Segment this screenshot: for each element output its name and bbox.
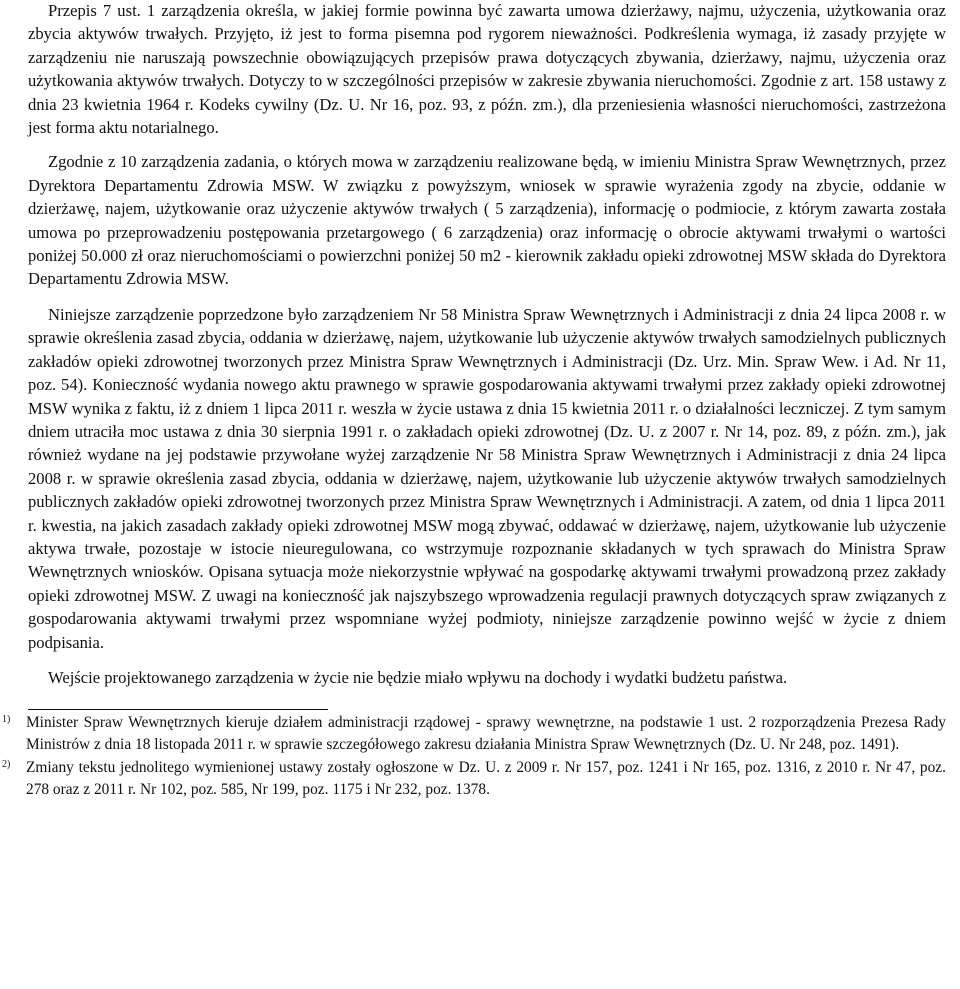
paragraph-2: Zgodnie z 10 zarządzenia zadania, o których mowa w zarządzeniu realizowane będą, w imieniu Ministra Spraw Wewnętrznych, przez Dyrektora Departamentu Zdrowia MSW. W związku z powyższym, wniosek w sprawie wyrażenia zgody na zbycie, oddanie w dzierżawę, najem, użytkowanie oraz użyczenie aktywów trwałych ( 5 zarządzenia), informację o podmiocie, z którym zawarta została umowa po przeprowadzeniu postępowania przetargowego ( 6 zarządzenia) oraz informację o obrocie aktywami trwałymi o wartości poniżej 50.000 zł oraz nieruchomościami o powierzchni poniżej 50 m2 - kierownik zakładu opieki zdrowotnej MSW składa do Dyrektora Departamentu Zdrowia MSW. <box>28 152 946 289</box>
footnote-text: Minister Spraw Wewnętrznych kieruje działem administracji rządowej - sprawy wewnętrzne, na podstawie 1 ust. 2 rozporządzenia Prezesa Rady Ministrów z dnia 18 listopada 2011 r. w sprawie szczegółowego zakresu działania Ministra Spraw Wewnętrznych (Dz. U. Nr 248, poz. 1491). <box>26 714 946 754</box>
footnote-separator <box>28 709 328 710</box>
paragraph-3: Niniejsze zarządzenie poprzedzone było zarządzeniem Nr 58 Ministra Spraw Wewnętrznych i Administracji z dnia 24 lipca 2008 r. w sprawie określenia zasad zbycia, oddania w dzierżawę, najem, użytkowanie lub użyczenie aktywów trwałych samodzielnych publicznych zakładów opieki zdrowotnej tworzonych przez Ministra Spraw Wewnętrznych i Administracji (Dz. Urz. Min. Spraw Wew. i Ad. Nr 11, poz. 54). Konieczność wydania nowego aktu prawnego w sprawie gospodarowania aktywami trwałymi przez zakłady opieki zdrowotnej MSW wynika z faktu, iż z dniem 1 lipca 2011 r. weszła w życie ustawa z dnia 15 kwietnia 2011 r. o działalności leczniczej. Z tym samym dniem utraciła moc ustawa z dnia 30 sierpnia 1991 r. o zakładach opieki zdrowotnej (Dz. U. z 2007 r. Nr 14, poz. 89, z późn. zm.), jak również wydane na jej podstawie przywołane wyżej zarządzenie Nr 58 Ministra Spraw Wewnętrznych i Administracji z dnia 24 lipca 2008 r. w sprawie określenia zasad zbycia, oddania w dzierżawę, najem, użytkowanie lub użyczenie aktywów trwałych samodzielnych publicznych zakładów opieki zdrowotnej tworzonych przez Ministra Spraw Wewnętrznych i Administracji. A zatem, od dnia 1 lipca 2011 r. kwestia, na jakich zasadach zakłady opieki zdrowotnej MSW mogą zbywać, oddawać w dzierżawę, najem, użytkowanie lub użyczenie aktywa trwałe, pozostaje w istocie nieuregulowana, co wstrzymuje rozpoznanie składanych w tych sprawach do Ministra Spraw Wewnętrznych wniosków. Opisana sytuacja może niekorzystnie wpływać na gospodarkę aktywami trwałymi prowadzoną przez zakłady opieki zdrowotnej MSW. Z uwagi na konieczność jak najszybszego wprowadzenia regulacji prawnych dotyczących spraw związanych z gospodarowania aktywami trwałymi przez wspomniane wyżej podmioty, niniejsze zarządzenie powinno wejść w życie z dniem podpisania. <box>28 304 946 652</box>
footnote-text: Zmiany tekstu jednolitego wymienionej ustawy zostały ogłoszone w Dz. U. z 2009 r. Nr 157, poz. 1241 i Nr 165, poz. 1316, z 2010 r. Nr 47, poz. 278 oraz z 2011 r. Nr 102, poz. 585, Nr 199, poz. 1175 i Nr 232, poz. 1378. <box>26 759 946 799</box>
footnote-2 <box>2 757 946 801</box>
footnote-1 <box>2 712 946 756</box>
footnote-marker: 1) <box>2 714 11 726</box>
footnote-marker: 2) <box>2 759 11 771</box>
paragraph-1: Przepis 7 ust. 1 zarządzenia określa, w jakiej formie powinna być zawarta umowa dzierżawy, najmu, użyczenia, użytkowania oraz zbycia aktywów trwałych. Przyjęto, iż jest to forma pisemna pod rygorem nieważności. Podkreślenia wymaga, iż zasady przyjęte w zarządzeniu nie naruszają powszechnie obowiązujących przepisów prawa dotyczących zbywania, dzierżawy, najmu, użyczenia oraz użytkowania aktywów trwałych. Dotyczy to w szczególności przepisów w zakresie zbywania nieruchomości. Zgodnie z art. 158 ustawy z dnia 23 kwietnia 1964 r. Kodeks cywilny (Dz. U. Nr 16, poz. 93, z późn. zm.), dla przeniesienia własności nieruchomości, zastrzeżona jest forma aktu notarialnego. <box>28 1 946 138</box>
paragraph-4: Wejście projektowanego zarządzenia w życie nie będzie miało wpływu na dochody i wydatki budżetu państwa. <box>48 667 788 687</box>
